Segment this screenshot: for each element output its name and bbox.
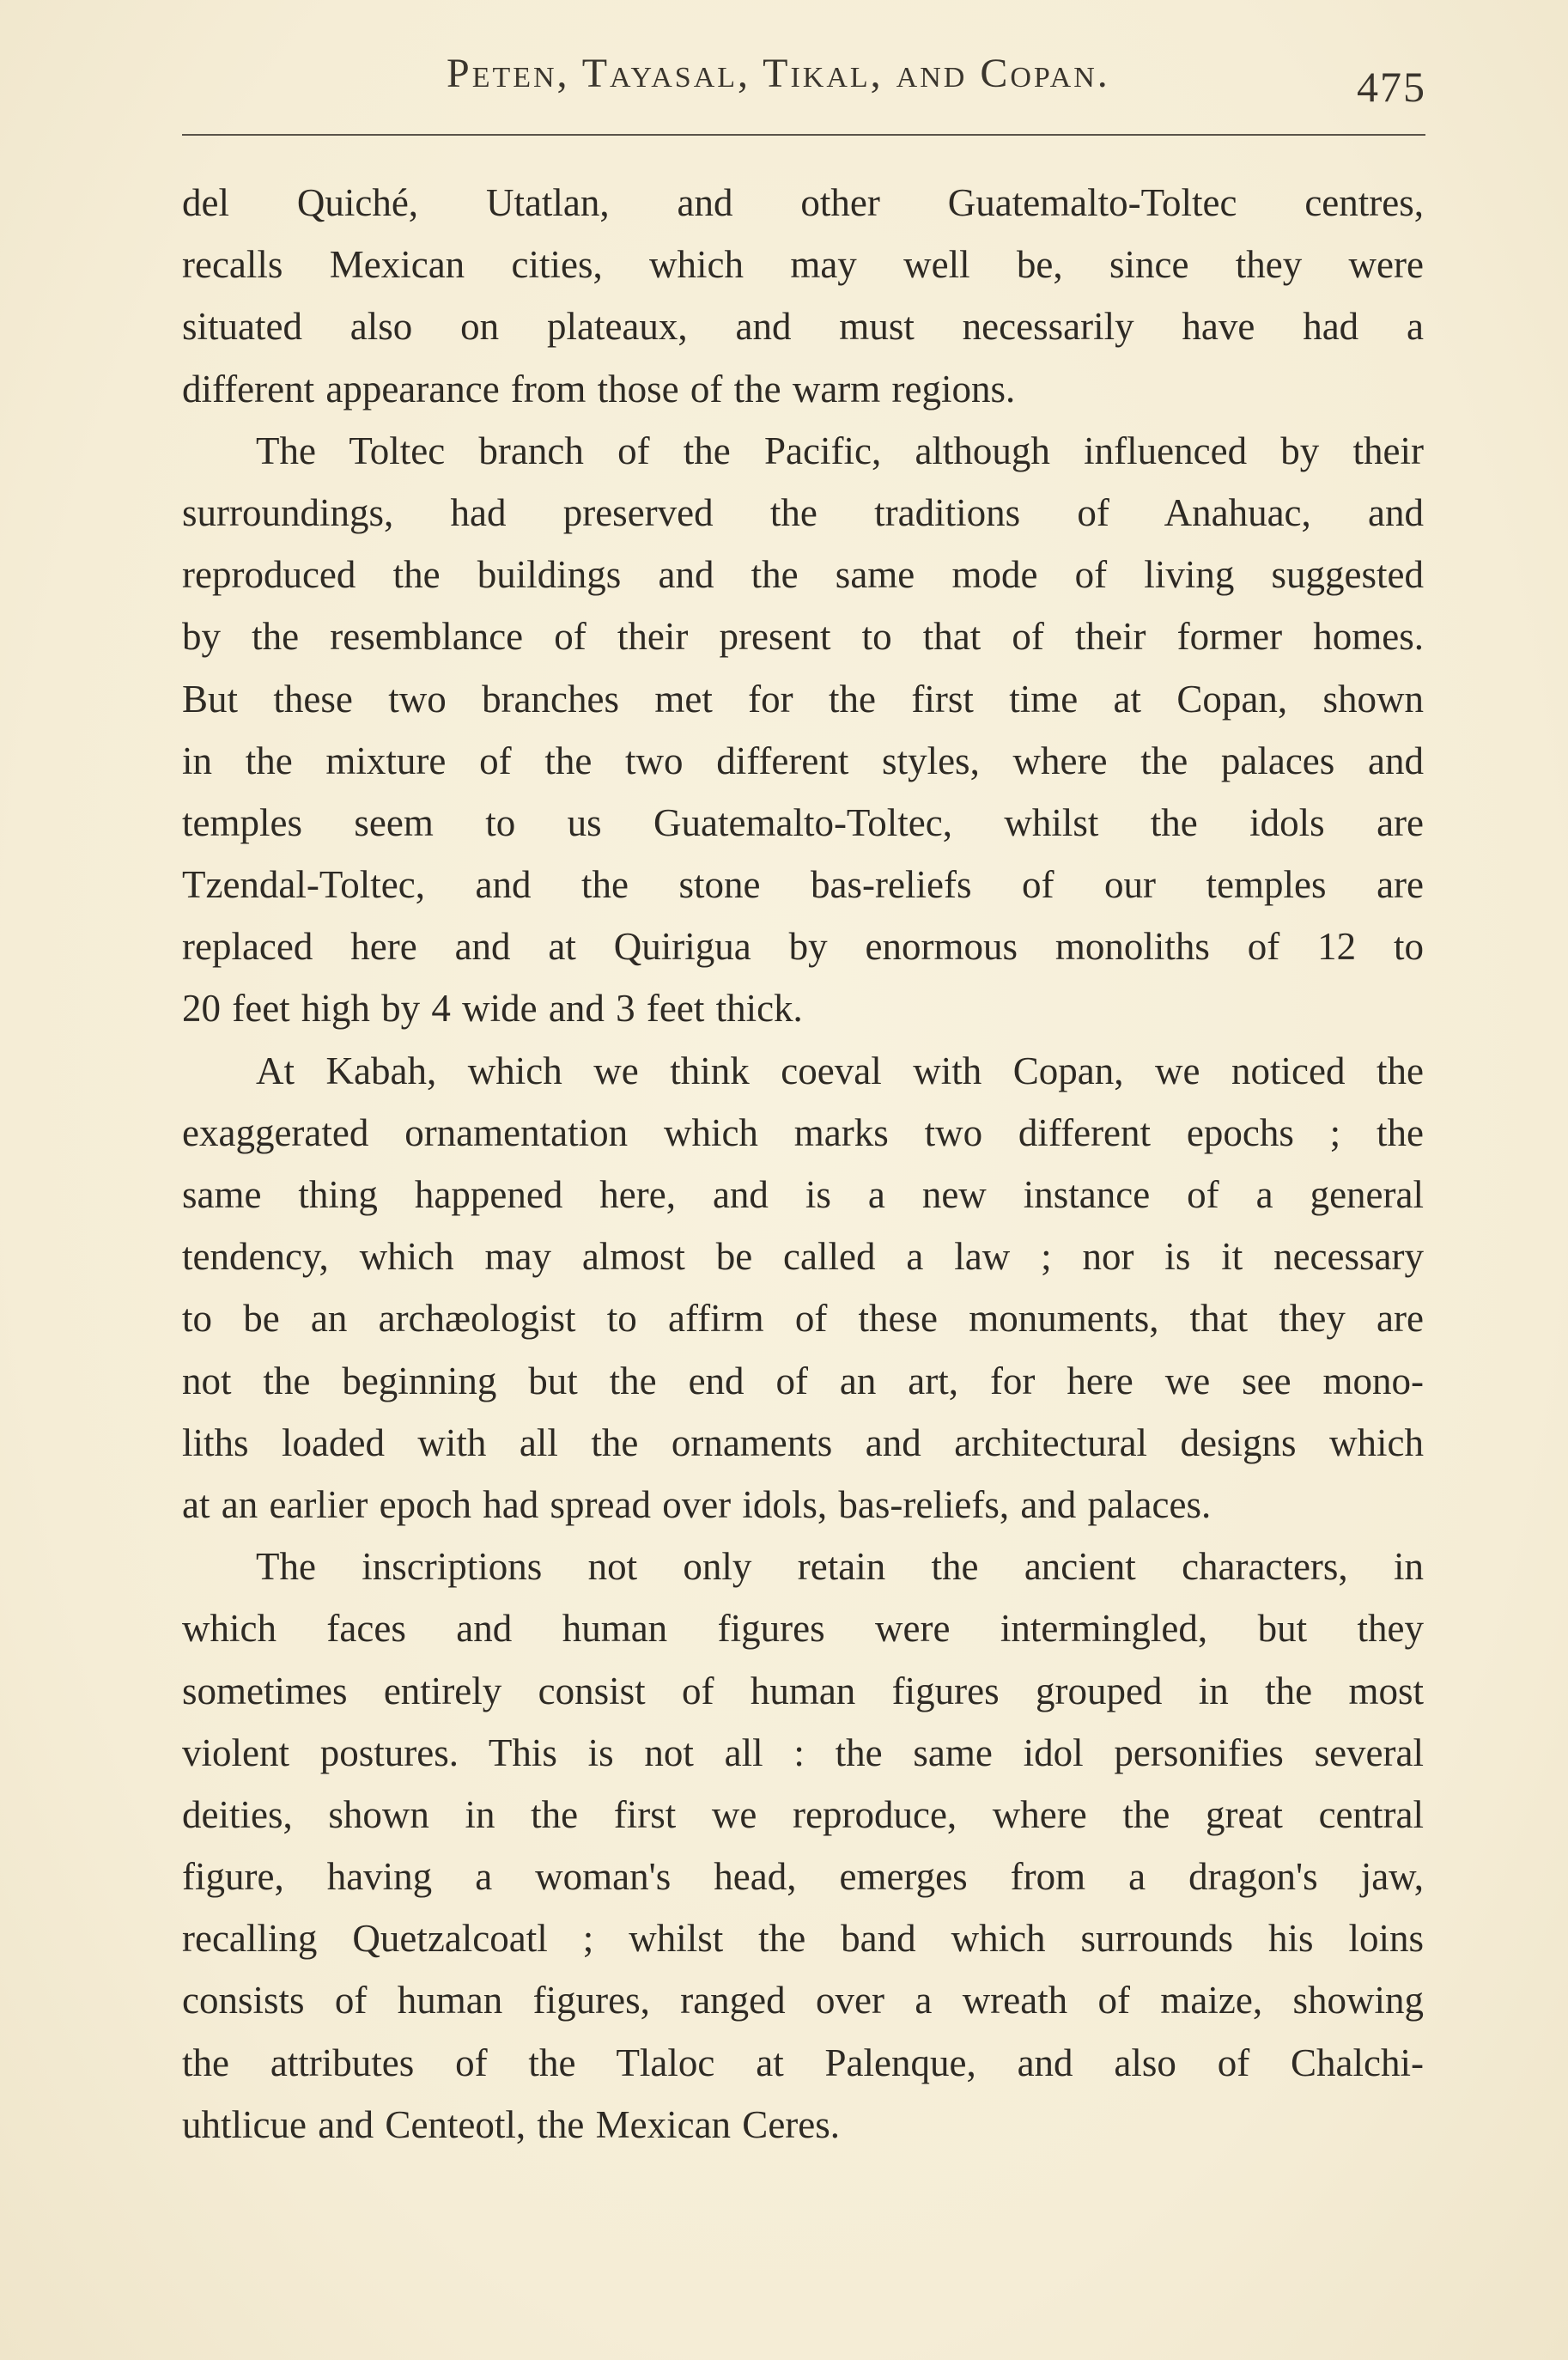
- text-line: sometimes entirely consist of human figures grouped in the most: [182, 1669, 1424, 1712]
- text-line: exaggerated ornamentation which marks two different epochs ; the: [182, 1110, 1424, 1154]
- body-text: [182, 172, 1424, 2156]
- text-line: surroundings, had preserved the traditions of Anahuac, and: [182, 490, 1424, 534]
- text-line: to be an archæologist to affirm of these monuments, that they are: [182, 1297, 1424, 1341]
- text-line: figure, having a woman's head, emerges from a dragon's jaw,: [182, 1855, 1424, 1899]
- text-line: situated also on plateaux, and must necessarily have had a: [182, 305, 1424, 349]
- text-line: same thing happened here, and is a new instance of a general: [182, 1173, 1424, 1216]
- text-line: The inscriptions not only retain the ancient characters, in: [256, 1545, 1424, 1589]
- text-line: But these two branches met for the first time at Copan, shown: [182, 677, 1424, 721]
- text-line: in the mixture of the two different styles, where the palaces and: [182, 739, 1424, 782]
- running-head: Peten, Tayasal, Tikal, and Copan.: [447, 51, 1110, 96]
- page-number: 475: [1357, 63, 1426, 111]
- text-line: tendency, which may almost be called a law ; nor is it necessary: [182, 1235, 1424, 1279]
- text-line: consists of human figures, ranged over a wreath of maize, showing: [182, 1979, 1424, 2022]
- text-line: different appearance from those of the warm regions.: [182, 367, 1016, 411]
- text-line: recalling Quetzalcoatl ; whilst the band which surrounds his loins: [182, 1917, 1424, 1961]
- text-line: by the resemblance of their present to that of their former homes.: [182, 615, 1424, 659]
- text-line: replaced here and at Quirigua by enormous monoliths of 12 to: [182, 925, 1424, 969]
- text-line: At Kabah, which we think coeval with Copan, we noticed the: [256, 1049, 1424, 1092]
- text-line: reproduced the buildings and the same mode of living suggested: [182, 553, 1424, 597]
- text-line: del Quiché, Utatlan, and other Guatemalto-Toltec centres,: [182, 181, 1424, 224]
- text-line: temples seem to us Guatemalto-Toltec, whilst the idols are: [182, 800, 1424, 844]
- text-line: 20 feet high by 4 wide and 3 feet thick.: [182, 987, 803, 1031]
- text-line: Tzendal-Toltec, and the stone bas-reliefs of our temples are: [182, 863, 1424, 907]
- text-line: recalls Mexican cities, which may well be, since they were: [182, 243, 1424, 287]
- text-line: The Toltec branch of the Pacific, although influenced by their: [256, 429, 1424, 472]
- text-line: deities, shown in the first we reproduce, where the great central: [182, 1792, 1424, 1836]
- text-line: the attributes of the Tlaloc at Palenque, and also of Chalchi-: [182, 2041, 1424, 2084]
- header-rule: [182, 134, 1425, 136]
- text-line: liths loaded with all the ornaments and architectural designs which: [182, 1420, 1424, 1464]
- text-line: violent postures. This is not all : the same idol personifies several: [182, 1730, 1424, 1774]
- text-line: at an earlier epoch had spread over idols, bas-reliefs, and palaces.: [182, 1482, 1212, 1526]
- text-line: which faces and human figures were intermingled, but they: [182, 1607, 1424, 1651]
- text-line: uhtlicue and Centeotl, the Mexican Ceres.: [182, 2102, 841, 2146]
- text-line: not the beginning but the end of an art, for here we see mono-: [182, 1359, 1424, 1402]
